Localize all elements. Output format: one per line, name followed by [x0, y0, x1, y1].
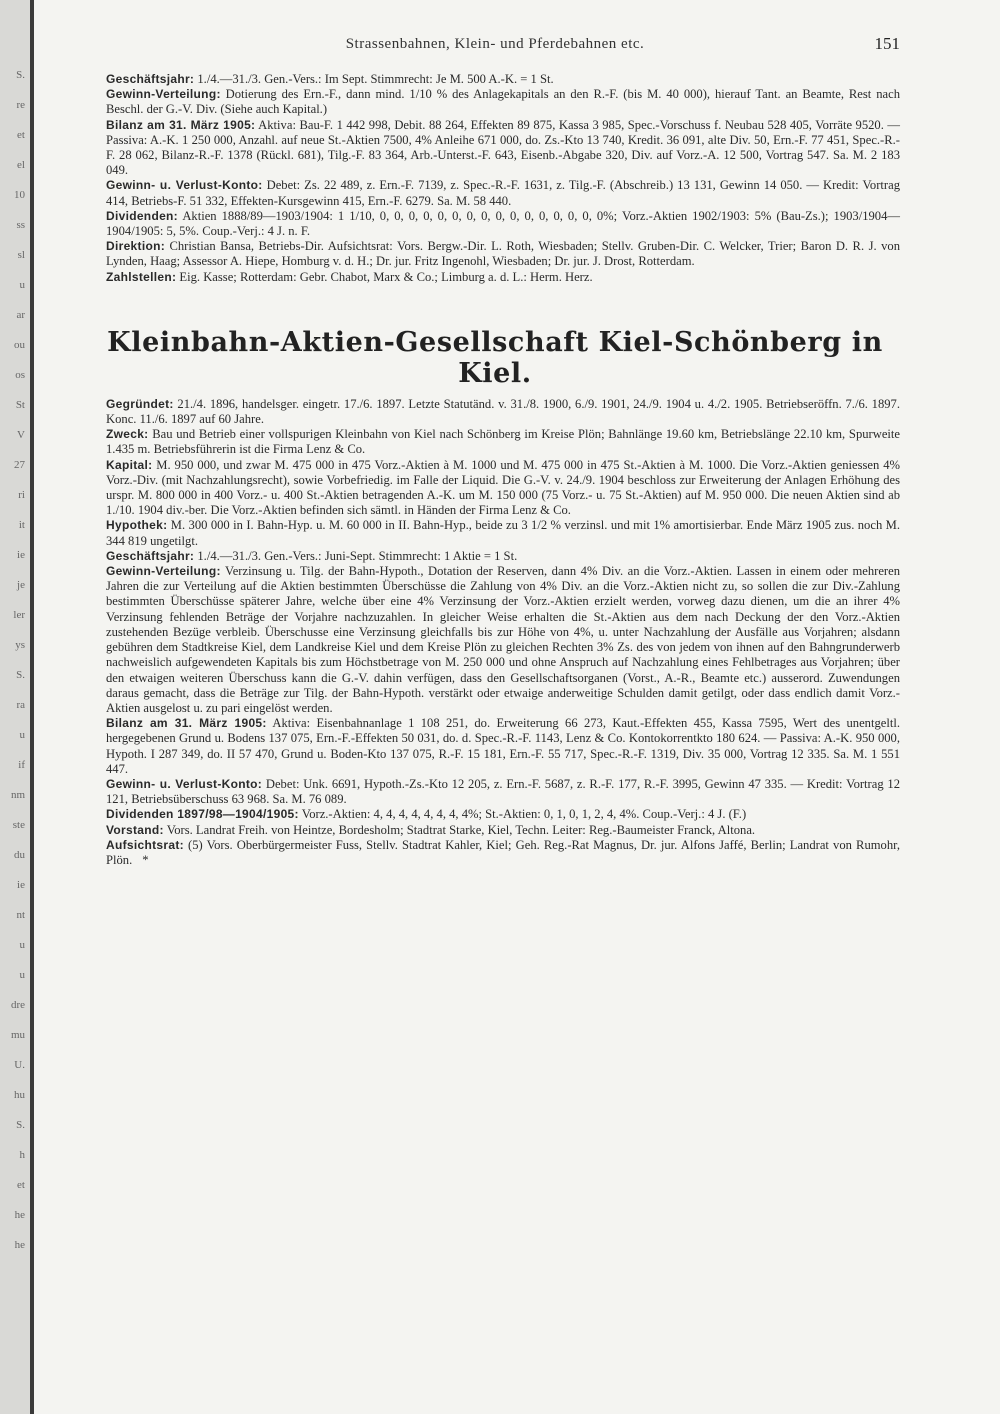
margin-fragment: ie: [17, 879, 25, 891]
running-head-title: Strassenbahnen, Klein- und Pferdebahnen etc.: [345, 36, 645, 52]
page: [90, 30, 900, 868]
margin-fragment: nt: [16, 909, 25, 921]
entry: [90, 209, 900, 239]
entry-label: Gewinn-Verteilung:: [106, 564, 221, 579]
margin-fragment: u: [19, 279, 25, 291]
entry: [90, 72, 900, 87]
entry-text: 1./4.—31./3. Gen.-Vers.: Juni-Sept. Stimmrecht: 1 Aktie = 1 St.: [194, 548, 518, 563]
margin-fragment: el: [17, 159, 25, 171]
margin-fragment: u: [19, 969, 25, 981]
entry: [90, 239, 900, 269]
entry-text: Debet: Zs. 22 489, z. Ern.-F. 7139, z. Spec.-R.-F. 1631, z. Tilg.-F. (Abschreib.) 13 131, Gewinn 14 050. — Kredit: Vortrag 414, Betriebs-F. 51 332, Effekten-Kursgewinn 415, Ern.-F. 6279. Sa. M. 58 440.: [106, 178, 901, 208]
margin-fragment: 10: [14, 189, 25, 201]
entry-text: Verzinsung u. Tilg. der Bahn-Hypoth., Dotation der Reserven, dann 4% Div. an die Vorz.-Aktien. Lassen in einem oder mehreren Jahren die zur Verteilung auf die Aktien bestimmten Überschüsse die Zahlung von 4% Div. an die Vorz.-Aktien nicht zu, so sollen die zur Div.-Zahlung bestimmten Überschüsse späterer Jahre, welche über eine 4% Verzinsung der Vorz.-Aktien erzielt werden, vorweg dazu dienen, um die an ihrer 4% Verzinsung fehlenden Beträge der Vorjahre nachzuzahlen. In gleicher Weise erhalten die St.-Aktien aus dem nach Deckung der den Vorz.-Aktien zustehenden Bezüge verbleib. Überschusse eine Verzinsung gleichfalls bis zur Höhe von 4%, u. unter Nachzahlung der Ausfälle aus Vorjahren; alsdann gebühren dem Stadtkreise Kiel, dem Landkreise Kiel und dem Kreise Plön zu gleichen Rechten 3% Zs. des von jedem von ihnen auf den Bahngrunderwerb nachweislich aufgewendeten Kapitals bis zum Höchstbetrage von M. 250 000 und ohne Anspruch auf Nachzahlung eines Fehlbetrages aus Vorjahren; über den etwaigen weiteren Überschuss kann die G.-V. dahin verfügen, dass den Gesellschaftsorganen (Vorst., A.-R., Beamte etc.) ausserord. Zuwendungen daraus gemacht, dass die Beträge zur Tilg. der Bahn-Hypoth. verstärkt oder etwaige anderweitige Schulden damit getilgt, oder dass endlich damit Vorz.-Aktien ausgelost u. zu pari eingelöst werden.: [106, 564, 900, 715]
entry-text: Vors. Landrat Freih. von Heintze, Bordesholm; Stadtrat Starke, Kiel, Techn. Leiter: Reg.-Baumeister Franck, Altona.: [163, 822, 756, 837]
margin-fragment: ler: [13, 609, 25, 621]
entry: [90, 716, 900, 777]
entry-label: Zahlstellen:: [106, 269, 177, 284]
margin-fragment: h: [19, 1149, 25, 1161]
margin-fragment: et: [17, 129, 25, 141]
entry-text: (5) Vors. Oberbürgermeister Fuss, Stellv. Stadtrat Kahler, Kiel; Geh. Reg.-Rat Magnus, Dr. jur. Alfons Jaffé, Berlin; Landrat von Rumohr, Plön.: [106, 837, 900, 867]
facing-page-margin: [0, 60, 28, 1360]
entry: [90, 549, 900, 564]
margin-fragment: it: [18, 519, 25, 531]
entry-label: Vorstand:: [106, 822, 164, 837]
margin-fragment: os: [15, 369, 25, 381]
margin-fragment: he: [14, 1209, 25, 1221]
entry-text: Bau und Betrieb einer vollspurigen Kleinbahn von Kiel nach Schönberg im Kreise Plön; Bahnlänge 19.60 km, Betriebslänge 22.10 km, Spurweite 1.435 m. Betriebsführerin ist die Firma Lenz & Co.: [106, 427, 900, 457]
entry-label: Gegründet:: [106, 396, 174, 411]
entry-label: Dividenden 1897/98—1904/1905:: [106, 807, 299, 822]
margin-fragment: ss: [16, 219, 25, 231]
entry: [90, 458, 900, 519]
margin-fragment: St: [15, 399, 25, 411]
entry-text: Dotierung des Ern.-F., dann mind. 1/10 % des Anlagekapitals an den R.-F. (bis M. 40 000), hierauf Tant. an Beamte, Rest nach Beschl. der G.-V. Div. (Siehe auch Kapital.): [106, 87, 900, 117]
entry-text: 21./4. 1896, handelsger. eingetr. 17./6. 1897. Letzte Statutänd. v. 31./8. 1900, 6./9. 1901, 24./9. 1904 u. 4./2. 1905. Betriebseröffn. 7./6. 1897. Konc. 11./6. 1897 auf 60 Jahre.: [106, 396, 900, 427]
entry-text: Debet: Unk. 6691, Hypoth.-Zs.-Kto 12 205, z. Ern.-F. 5687, z. R.-F. 177, R.-F. 3995, Gewinn 47 335. — Kredit: Vortrag 12 121, Betriebsüberschuss 63 968. Sa. M. 76 089.: [106, 776, 901, 807]
entry-text: Christian Bansa, Betriebs-Dir. Aufsichtsrat: Vors. Bergw.-Dir. L. Roth, Wiesbaden; Stellv. Gruben-Dir. C. Welcker, Trier; Baron D. R. J. von Lynden, Haag; Assessor A. Hiepe, Homburg v. d. H.; Dr. jur. Fritz Ingenohl, Wiesbaden; Dr. jur. J. Drost, Rotterdam.: [106, 239, 900, 269]
margin-fragment: je: [17, 579, 25, 591]
entry-label: Geschäftsjahr:: [106, 72, 195, 86]
entry-label: Bilanz am 31. März 1905:: [106, 716, 267, 731]
margin-fragment: re: [16, 99, 25, 111]
margin-fragment: if: [18, 759, 25, 771]
margin-fragment: et: [17, 1179, 25, 1191]
margin-fragment: ra: [16, 699, 25, 711]
entry-label: Gewinn- u. Verlust-Konto:: [106, 776, 263, 791]
entry-label: Gewinn- u. Verlust-Konto:: [106, 178, 263, 193]
entry-label: Hypothek:: [106, 518, 168, 533]
margin-fragment: u: [19, 939, 25, 951]
margin-fragment: ou: [14, 339, 25, 351]
margin-fragment: S.: [16, 669, 25, 681]
entry: [90, 823, 900, 838]
page-number: 151: [874, 34, 900, 53]
entry-text: Aktien 1888/89—1903/1904: 1 1/10, 0, 0, 0, 0, 0, 0, 0, 0, 0, 0, 0, 0, 0, 0, 0, 0%; Vorz.-Aktien 1902/1903: 5% (Bau-Zs.); 1903/1904—1904/1905: 5, 5%. Coup.-Verj.: 4 J. n. F.: [106, 208, 900, 239]
entry-label: Geschäftsjahr:: [106, 548, 195, 563]
entry: [90, 807, 900, 822]
margin-fragment: sl: [17, 249, 25, 261]
company-section: [90, 397, 900, 868]
margin-fragment: S.: [16, 1119, 25, 1131]
running-head: [90, 30, 900, 64]
entry-label: Zweck:: [106, 427, 149, 442]
previous-company-section: [90, 72, 900, 285]
entry-text: Aktiva: Bau-F. 1 442 998, Debit. 88 264, Effekten 89 875, Kassa 3 985, Spec.-Vorschuss f. Neubau 528 405, Vorräte 9520. — Passiva: A.-K. 1 250 000, Anzahl. auf neue St.-Aktien 7500, 4% Anleihe 671 000, do. Zs.-Kto 13 740, Kredit. 36 091, alte Div. 50, Ern.-F. 77 451, Spec.-R.-F. 28 062, Bilanz-R.-F. 1378 (Rückl. 681), Tilg.-F. 83 364, Arb.-Unterst.-F. 643, Eisenb.-Abgabe 320, Div. auf Vorz.-A. 12 500, Vortrag 547. Sa. M. 2 183 049.: [106, 117, 900, 178]
margin-fragment: S.: [16, 69, 25, 81]
entry-label: Kapital:: [106, 457, 153, 472]
margin-fragment: ste: [12, 819, 25, 831]
end-mark: *: [142, 852, 149, 867]
margin-fragment: ri: [18, 489, 25, 501]
entry: [90, 518, 900, 548]
entry-text: 1./4.—31./3. Gen.-Vers.: Im Sept. Stimmrecht: Je M. 500 A.-K. = 1 St.: [194, 72, 554, 86]
entry: [90, 118, 900, 179]
margin-fragment: ie: [17, 549, 25, 561]
margin-fragment: du: [14, 849, 25, 861]
company-title: Kleinbahn-Aktien-Gesellschaft Kiel-Schönberg in Kiel.: [107, 326, 883, 389]
entry: [90, 564, 900, 716]
margin-fragment: ar: [16, 309, 25, 321]
binding-shadow: [30, 0, 34, 1414]
entry: [90, 87, 900, 117]
entry-label: Direktion:: [106, 239, 166, 254]
margin-fragment: hu: [14, 1089, 25, 1101]
entry-label: Dividenden:: [106, 208, 178, 223]
entry: [90, 427, 900, 457]
entry-label: Aufsichtsrat:: [106, 837, 184, 852]
margin-fragment: 27: [14, 459, 25, 471]
margin-fragment: nm: [10, 789, 25, 801]
entry-text: M. 950 000, und zwar M. 475 000 in 475 Vorz.-Aktien à M. 1000 und M. 475 000 in 475 St.-Aktien à M. 1000. Die Vorz.-Aktien geniessen 4% Vorz.-Div. (mit Nachzahlungsrecht), sowie Vorbefriedig. im Falle der Liquid. Die G.-V. v. 24./9. 1904 beschloss zur Erweiterung der Anlagen Erhöhung des urspr. M. 800 000 in 400 Vorz.- u. 400 St.-Aktien betragenden A.-K. um M. 150 000 (75 Vorz.- u. 75 St.-Aktien) auf M. 950 000. Die neuen Aktien sind ab 1./10. 1904 div.-ber. Die Vorz.-Aktien befinden sich sämtl. in Händen der Firma Lenz & Co.: [106, 457, 900, 518]
margin-fragment: dre: [10, 999, 25, 1011]
margin-fragment: he: [14, 1239, 25, 1251]
margin-fragment: U.: [14, 1059, 25, 1071]
entry: [90, 838, 900, 868]
entry-text: Eig. Kasse; Rotterdam: Gebr. Chabot, Marx & Co.; Limburg a. d. L.: Herm. Herz.: [176, 269, 593, 284]
margin-fragment: V: [17, 429, 25, 441]
margin-fragment: ys: [15, 639, 25, 651]
entry-text: Aktiva: Eisenbahnanlage 1 108 251, do. Erweiterung 66 273, Kaut.-Effekten 455, Kassa 7595, Wert des unentgeltl. hergegebenen Grund u. Bodens 137 075, Ern.-F.-Effekten 50 031, do. d. Spec.-R.-F. 1143, Lenz & Co. Kontokorrentkto 180 624. — Passiva: A.-K. 950 000, Hypoth. I 287 349, do. II 57 470, Grund u. Boden-Kto 137 075, R.-F. 15 181, Ern.-F. 55 717, Spec.-R.-F. 1319, Div. 35 000, Vortrag 12 335. Sa. M. 1 551 447.: [106, 716, 900, 776]
entry: [90, 270, 900, 285]
entry-text: Vorz.-Aktien: 4, 4, 4, 4, 4, 4, 4, 4%; St.-Aktien: 0, 1, 0, 1, 2, 4, 4%. Coup.-Verj.: 4 J. (F.): [298, 807, 747, 822]
entry: [90, 178, 900, 208]
margin-fragment: mu: [10, 1029, 25, 1041]
entry-label: Gewinn-Verteilung:: [106, 87, 221, 102]
entry: [90, 397, 900, 427]
entry: [90, 777, 900, 807]
entry-label: Bilanz am 31. März 1905:: [106, 117, 256, 132]
entry-text: M. 300 000 in I. Bahn-Hyp. u. M. 60 000 in II. Bahn-Hyp., beide zu 3 1/2 % verzinsl. und mit 1% amortisierbar. Ende März 1905 zus. noch M. 344 819 ungetilgt.: [106, 518, 900, 548]
margin-fragment: u: [19, 729, 25, 741]
